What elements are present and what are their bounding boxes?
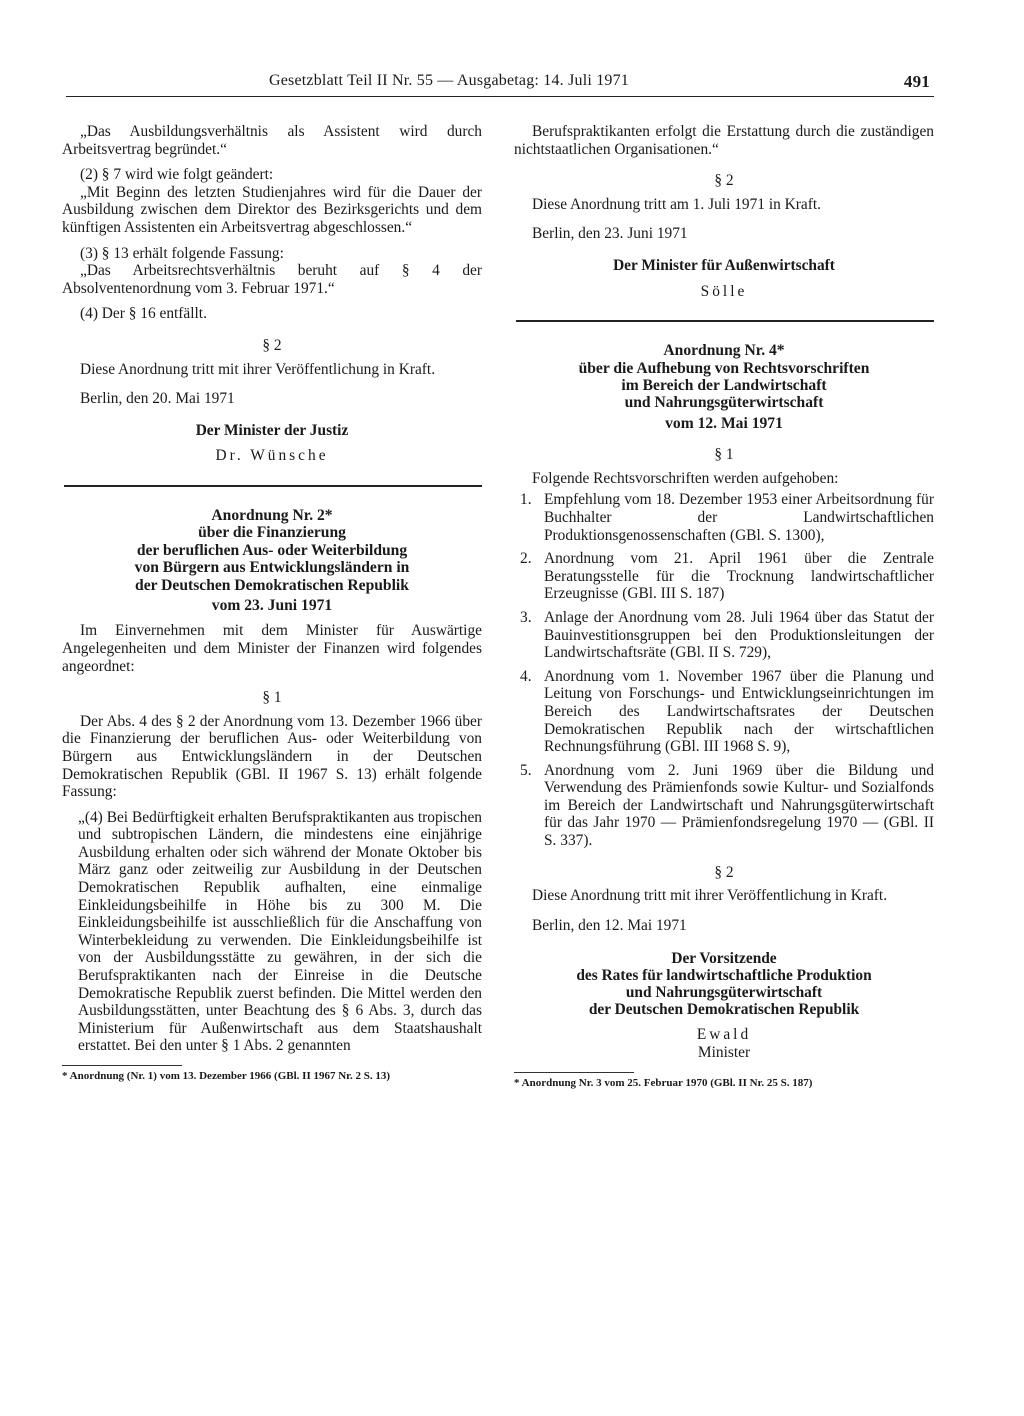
signer-title: Der Minister für Außenwirtschaft	[613, 256, 835, 274]
place-date: Berlin, den 23. Juni 1971	[532, 225, 688, 243]
list-item	[514, 550, 934, 603]
item-text: Anordnung vom 1. November 1967 über die Planung und Leitung von Forschungs- und Entwicklungseinrichtungen im Bereich des Landwirtschaftsrates der Deutschen Demokratischen Republik nach der wirtschaftlichen Rechnungsführung (GBl. III 1968 S. 9),	[544, 667, 934, 756]
paragraph: (4) Der § 16 entfällt.	[80, 305, 207, 323]
section-heading: § 2	[262, 336, 282, 354]
item-text: Anlage der Anordnung vom 28. Juli 1964 über das Statut der Bauinvestitionsgruppen bei den Produktionsleitungen der Landwirtschaftsräte (GBl. II S. 729),	[544, 608, 934, 662]
section-divider	[64, 485, 482, 487]
order-title-line: über die Finanzierung	[198, 524, 346, 542]
order-title-line: Anordnung Nr. 4*	[663, 342, 785, 360]
left-column	[62, 123, 482, 1083]
gazette-title: Gesetzblatt Teil II Nr. 55 — Ausgabetag: 14. Juli 1971	[269, 72, 629, 89]
footnote: * Anordnung Nr. 3 vom 25. Februar 1970 (GBl. II Nr. 25 S. 187)	[514, 1076, 813, 1089]
paragraph: Im Einvernehmen mit dem Minister für Auswärtige Angelegenheiten und dem Minister der Finanzen wird folgendes angeordnet:	[62, 622, 482, 675]
signer-line: der Deutschen Demokratischen Republik	[588, 1001, 860, 1019]
paragraph: Diese Anordnung tritt mit ihrer Veröffentlichung in Kraft.	[80, 360, 436, 378]
item-text: Anordnung vom 2. Juni 1969 über die Bildung und Verwendung des Prämienfonds sowie Kultur- und Sozialfonds im Bereich der Landwirtschaft und Nahrungsgüterwirtschaft für das Jahr 1970 — Prämienfondsregelung 1970 — (GBl. II S. 337).	[544, 761, 934, 850]
order-date: vom 23. Juni 1971	[211, 596, 333, 614]
footnote-divider	[514, 1072, 634, 1073]
place-date: Berlin, den 12. Mai 1971	[532, 916, 687, 934]
signer-name: Sölle	[700, 282, 748, 300]
item-text: Empfehlung vom 18. Dezember 1953 einer Arbeitsordnung für Buchhalter der Landwirtschaftlichen Produktionsgenossenschaften (GBl. S. 1300),	[544, 491, 934, 544]
section-heading: § 1	[714, 446, 734, 464]
item-number: 4.	[520, 667, 532, 685]
section-heading: § 1	[262, 689, 282, 707]
paragraph: Der Abs. 4 des § 2 der Anordnung vom 13. Dezember 1966 über die Finanzierung der beruflichen Aus- oder Weiterbildung von Bürgern aus Entwicklungsländern in der Deutschen Demokratischen Republik (GBl. II 1967 S. 13) erhält folgende Fassung:	[62, 712, 482, 801]
item-number: 2.	[520, 550, 532, 568]
order-title-line: Anordnung Nr. 2*	[211, 506, 333, 524]
signer-block	[514, 950, 934, 1018]
place-date: Berlin, den 20. Mai 1971	[80, 390, 235, 408]
right-column	[514, 123, 934, 1090]
signer-line: des Rates für landwirtschaftliche Produktion	[576, 967, 872, 985]
signer-name: Ewald	[696, 1026, 752, 1044]
order-title-line: der beruflichen Aus- oder Weiterbildung	[136, 541, 408, 559]
paragraph: Diese Anordnung tritt am 1. Juli 1971 in Kraft.	[532, 195, 821, 213]
item-number: 1.	[520, 491, 532, 509]
list-item	[514, 491, 934, 544]
order-title-line: der Deutschen Demokratischen Republik	[135, 576, 409, 594]
list-item	[514, 762, 934, 850]
paragraph: „Das Arbeitsrechtsverhältnis beruht auf § 4 der Absolventenordnung vom 3. Februar 1971.“	[62, 262, 482, 297]
section-heading: § 2	[714, 863, 734, 881]
item-number: 5.	[520, 761, 532, 779]
signer-role: Minister	[697, 1044, 751, 1062]
list-item	[514, 609, 934, 662]
order-date: vom 12. Mai 1971	[665, 414, 783, 432]
order-title-line: im Bereich der Landwirtschaft	[621, 376, 827, 394]
list-item	[514, 668, 934, 756]
section-divider	[516, 320, 934, 322]
header-divider	[66, 96, 934, 97]
item-text: Anordnung vom 21. April 1961 über die Zentrale Beratungsstelle für die Trocknung landwirtschaftlicher Erzeugnisse (GBl. III S. 187)	[544, 550, 934, 603]
paragraph: Folgende Rechtsvorschriften werden aufgehoben:	[532, 469, 839, 487]
footnote-divider	[62, 1065, 182, 1066]
signer-line: Der Vorsitzende	[671, 950, 777, 968]
footnote: * Anordnung (Nr. 1) vom 13. Dezember 1966 (GBl. II 1967 Nr. 2 S. 13)	[62, 1070, 391, 1082]
signer-line: und Nahrungsgüterwirtschaft	[625, 984, 823, 1002]
page-number: 491	[903, 72, 930, 91]
signer-name: Dr. Wünsche	[215, 447, 329, 465]
paragraph: Diese Anordnung tritt mit ihrer Veröffentlichung in Kraft.	[532, 887, 888, 905]
quoted-paragraph: „(4) Bei Bedürftigkeit erhalten Berufspraktikanten aus tropischen und subtropischen Ländern, die mindestens eine einjährige Ausbildung erhalten oder sich während der Monate Oktober bis März ganz oder zeitweilig zur Ausbildung in der Deutschen Demokratischen Republik aufhalten, eine einmalige Einkleidungsbeihilfe in Höhe bis zu 300 M. Die Einkleidungsbeihilfe ist ausschließlich für die Anschaffung von Winterbekleidung zu verwenden. Die Einkleidungsbeihilfe ist von der Ausbildungsstätte zu gewähren, in der sich die Berufspraktikanten nach der Einreise in die Deutsche Demokratische Republik zuerst befinden. Die Mittel werden den Ausbildungsstätten, unter Beachtung des § 6 Abs. 3, durch das Ministerium für Außenwirtschaft aus dem Staatshaushalt erstattet. Bei den unter § 1 Abs. 2 genannten	[78, 808, 482, 1055]
section-heading: § 2	[714, 172, 734, 190]
order-title-line: über die Aufhebung von Rechtsvorschriften	[578, 359, 870, 377]
order-title-line: und Nahrungsgüterwirtschaft	[624, 394, 824, 412]
order-title-line: von Bürgern aus Entwicklungsländern in	[134, 559, 410, 577]
paragraph: Berufspraktikanten erfolgt die Erstattung durch die zuständigen nichtstaatlichen Organisationen.“	[514, 123, 934, 158]
paragraph: „Das Ausbildungsverhältnis als Assistent wird durch Arbeitsvertrag begründet.“	[62, 123, 482, 158]
signer-title: Der Minister der Justiz	[195, 421, 349, 439]
paragraph: „Mit Beginn des letzten Studienjahres wird für die Dauer der Ausbildung zwischen dem Direktor des Bezirksgerichts und dem künftigen Assistenten ein Arbeitsvertrag abgeschlossen.“	[62, 183, 482, 236]
paragraph: (3) § 13 erhält folgende Fassung:	[80, 244, 284, 262]
repealed-regulations-list	[514, 491, 934, 849]
item-number: 3.	[520, 608, 532, 626]
paragraph: (2) § 7 wird wie folgt geändert:	[80, 166, 274, 184]
